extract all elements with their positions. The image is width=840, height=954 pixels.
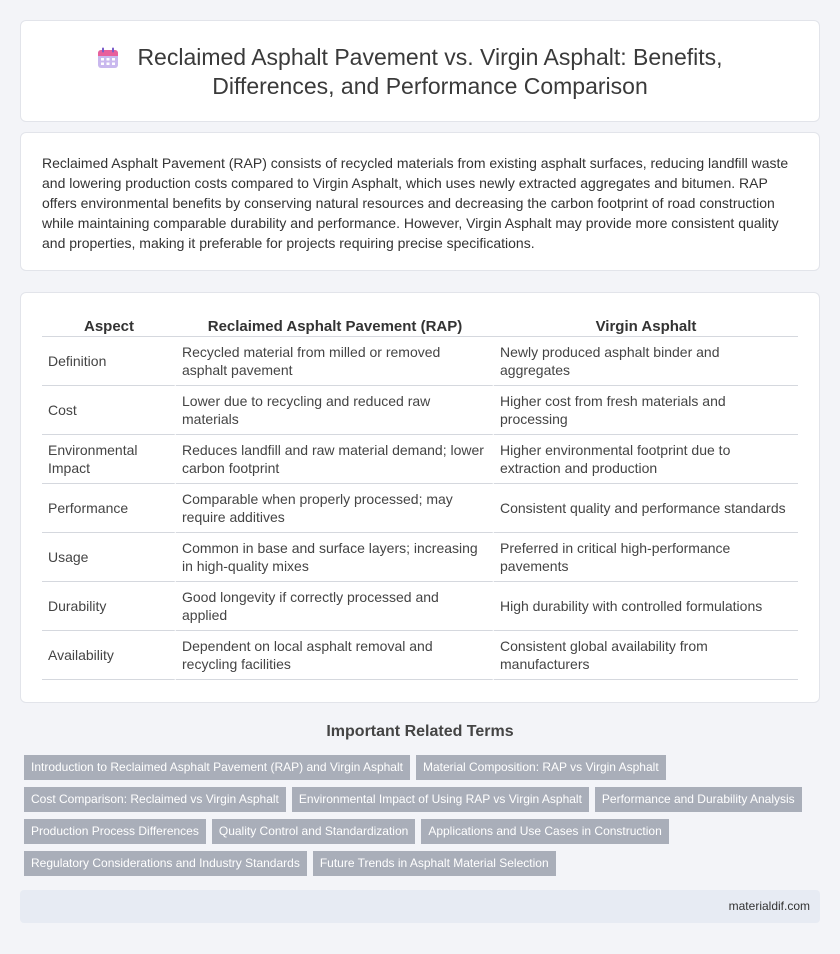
row-rap-value: Common in base and surface layers; increasing in high-quality mixes [176,533,494,582]
row-aspect: Cost [42,386,176,435]
row-aspect: Definition [42,337,176,386]
row-aspect: Availability [42,631,176,680]
related-term-link[interactable]: Environmental Impact of Using RAP vs Virgin Asphalt [292,787,589,812]
related-terms-list [24,755,824,883]
table-row [42,337,798,386]
table-row [42,484,798,533]
related-term-link[interactable]: Introduction to Reclaimed Asphalt Pavement (RAP) and Virgin Asphalt [24,755,410,780]
tag-row [24,787,824,813]
row-virgin-value: High durability with controlled formulations [494,582,798,631]
title-line-1: Reclaimed Asphalt Pavement vs. Virgin Asphalt: Benefits, [137,44,723,70]
row-virgin-value: Higher environmental footprint due to extraction and production [494,435,798,484]
row-aspect: Environmental Impact [42,435,176,484]
row-rap-value: Reduces landfill and raw material demand; lower carbon footprint [176,435,494,484]
row-aspect: Performance [42,484,176,533]
column-header-virgin: Virgin Asphalt [494,313,798,337]
title-line-2: Differences, and Performance Comparison [212,73,648,99]
tag-row [24,851,824,877]
row-virgin-value: Higher cost from fresh materials and processing [494,386,798,435]
row-rap-value: Lower due to recycling and reduced raw materials [176,386,494,435]
related-terms-title: Important Related Terms [326,723,514,740]
related-term-link[interactable]: Future Trends in Asphalt Material Selection [313,851,556,876]
row-rap-value: Recycled material from milled or removed asphalt pavement [176,337,494,386]
column-header-rap: Reclaimed Asphalt Pavement (RAP) [176,313,494,337]
related-term-link[interactable]: Production Process Differences [24,819,206,844]
table-row [42,631,798,680]
comparison-table-card [20,292,820,703]
row-virgin-value: Preferred in critical high-performance pavements [494,533,798,582]
related-term-link[interactable]: Quality Control and Standardization [212,819,415,844]
column-header-aspect: Aspect [42,313,176,337]
tag-row [24,819,824,845]
related-term-link[interactable]: Performance and Durability Analysis [595,787,802,812]
table-header-row [42,313,798,337]
related-term-link[interactable]: Applications and Use Cases in Construction [421,819,668,844]
row-virgin-value: Consistent global availability from manufacturers [494,631,798,680]
footer [20,890,820,923]
row-virgin-value: Newly produced asphalt binder and aggregates [494,337,798,386]
tag-row [24,755,824,781]
header-card [20,20,820,122]
related-term-link[interactable]: Material Composition: RAP vs Virgin Asphalt [416,755,666,780]
footer-site-link[interactable]: materialdif.com [728,899,810,913]
table-row [42,533,798,582]
intro-paragraph: Reclaimed Asphalt Pavement (RAP) consists of recycled materials from existing asphalt surfaces, reducing landfill waste and lowering production costs compared to Virgin Asphalt, which uses newly extracted aggregates and bitumen. RAP offers environmental benefits by conserving natural resources and decreasing the carbon footprint of road construction while maintaining comparable durability and performance. However, Virgin Asphalt may provide more consistent quality and properties, making it preferable for projects requiring precise specifications. [42,155,789,251]
row-virgin-value: Consistent quality and performance standards [494,484,798,533]
row-rap-value: Dependent on local asphalt removal and recycling facilities [176,631,494,680]
table-row [42,386,798,435]
row-rap-value: Good longevity if correctly processed and applied [176,582,494,631]
row-rap-value: Comparable when properly processed; may require additives [176,484,494,533]
row-aspect: Usage [42,533,176,582]
intro-card [20,132,820,271]
comparison-table [42,313,798,680]
row-aspect: Durability [42,582,176,631]
related-term-link[interactable]: Regulatory Considerations and Industry Standards [24,851,307,876]
table-row [42,435,798,484]
table-row [42,582,798,631]
related-term-link[interactable]: Cost Comparison: Reclaimed vs Virgin Asphalt [24,787,286,812]
page-title [81,43,779,101]
